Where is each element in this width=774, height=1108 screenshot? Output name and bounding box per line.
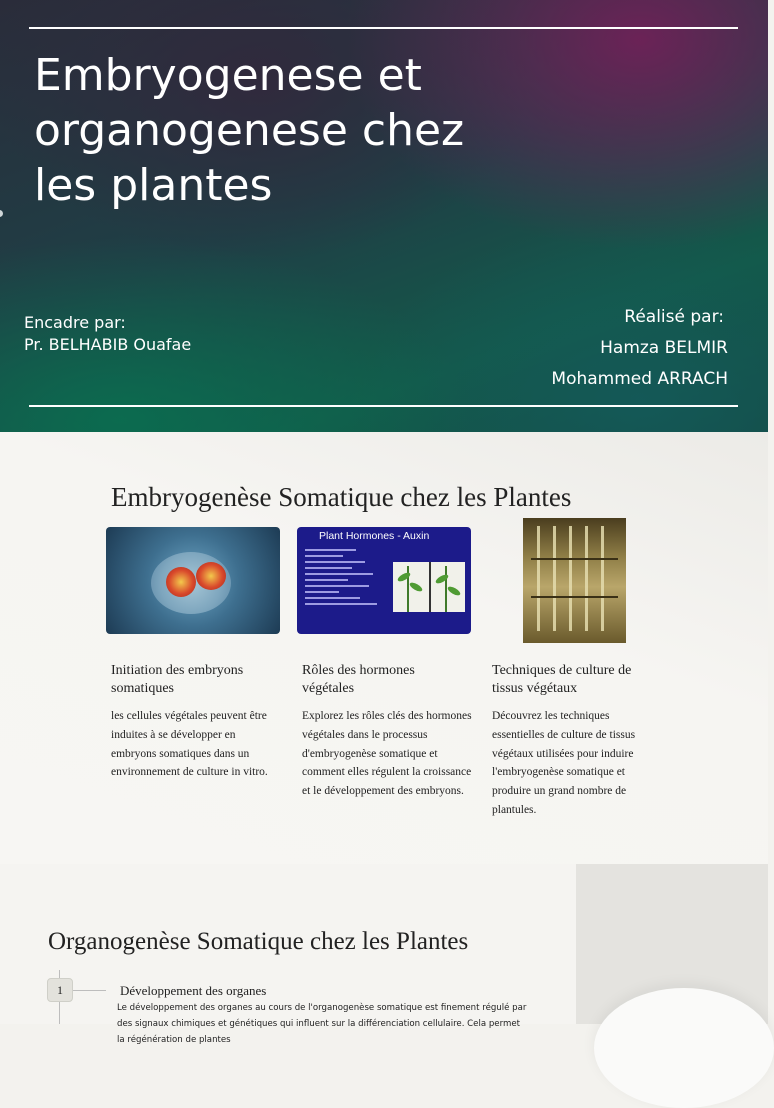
title-slide xyxy=(0,0,768,432)
supervisor-block xyxy=(24,312,191,356)
card-hormones xyxy=(297,527,472,798)
authors-block xyxy=(551,302,728,395)
lamp-image xyxy=(594,988,774,1108)
timeline-connector xyxy=(70,990,106,991)
bottom-divider xyxy=(29,405,738,407)
growth-chamber-image xyxy=(523,518,626,643)
step-number-badge: 1 xyxy=(47,978,73,1002)
embryogenesis-slide xyxy=(0,432,768,864)
authors-label: Réalisé par: xyxy=(624,307,724,327)
slide-title: Organogenèse Somatique chez les Plantes xyxy=(48,928,469,955)
card-initiation xyxy=(106,527,280,779)
author-name: Hamza BELMIR xyxy=(600,338,728,358)
image-caption: Plant Hormones - Auxin xyxy=(319,530,430,542)
plant-hormones-auxin-slide-image xyxy=(297,527,471,634)
edge-dot xyxy=(0,210,3,217)
step-title: Développement des organes xyxy=(120,983,267,998)
presentation-title: Embryogenese et organogenese chez les plantes xyxy=(34,50,465,211)
card-heading: Rôles des hormones végétales xyxy=(302,663,415,696)
top-divider xyxy=(29,27,738,29)
card-body: Découvrez les techniques essentielles de culture de tissus végétaux utilisées pour induire l'embryogenèse somatique et produire un grand nombre de plantules. xyxy=(492,710,636,816)
cell-division-image xyxy=(106,527,280,634)
card-body: les cellules végétales peuvent être induites à se développer en embryons somatiques dans un environnement de culture in vitro. xyxy=(111,710,268,779)
card-body: Explorez les rôles clés des hormones végétales dans le processus d'embryogenèse somatique et comment elles régulent la croissance et le développement des embryons. xyxy=(302,710,472,798)
author-name: Mohammed ARRACH xyxy=(551,369,728,389)
supervisor-label: Encadre par: xyxy=(24,313,126,332)
card-heading: Initiation des embryons somatiques xyxy=(111,663,244,696)
organogenesis-slide xyxy=(0,864,768,1045)
side-image xyxy=(576,864,768,1024)
supervisor-name: Pr. BELHABIB Ouafae xyxy=(24,335,192,354)
slide-title: Embryogenèse Somatique chez les Plantes xyxy=(111,482,572,512)
step-text: Le développement des organes au cours de l'organogenèse somatique est finement régulé par des signaux chimiques et génétiques qui influent sur la différenciation cellulaire. Cela permet la régénération de plantes xyxy=(117,1003,527,1045)
card-tissue-culture xyxy=(487,527,661,816)
card-heading: Techniques de culture de tissus végétaux xyxy=(492,663,632,696)
